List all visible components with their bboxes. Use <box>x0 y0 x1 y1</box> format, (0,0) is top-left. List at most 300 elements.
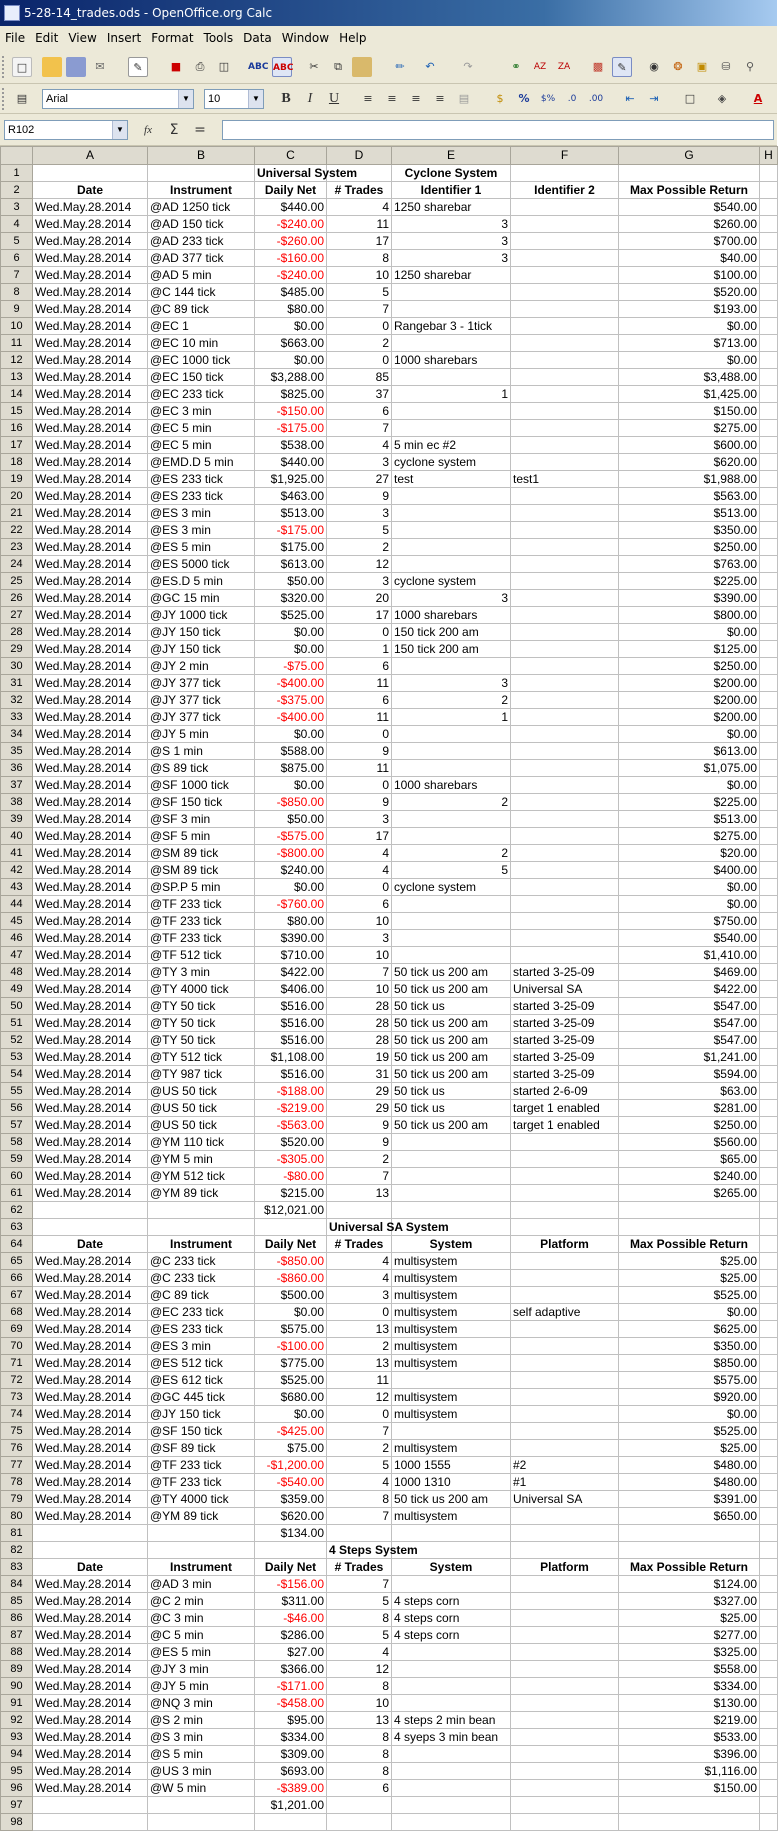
cell[interactable]: 0 <box>327 1406 392 1423</box>
cell[interactable] <box>511 216 619 233</box>
cell[interactable]: $27.00 <box>255 1644 327 1661</box>
cell[interactable]: 5 min ec #2 <box>392 437 511 454</box>
cell[interactable]: 17 <box>327 233 392 250</box>
cell[interactable]: -$800.00 <box>255 845 327 862</box>
font-name-box[interactable] <box>42 89 194 109</box>
cell[interactable]: $65.00 <box>619 1151 760 1168</box>
cell[interactable]: Universal SA <box>511 1491 619 1508</box>
cell[interactable] <box>760 403 778 420</box>
cell[interactable] <box>511 1134 619 1151</box>
cell[interactable]: $0.00 <box>619 777 760 794</box>
cell[interactable]: multisystem <box>392 1355 511 1372</box>
cell[interactable]: 11 <box>327 709 392 726</box>
cell[interactable] <box>760 1066 778 1083</box>
cell[interactable] <box>392 284 511 301</box>
cell[interactable] <box>760 1032 778 1049</box>
cell[interactable]: 7 <box>327 1168 392 1185</box>
cell[interactable] <box>760 318 778 335</box>
cell[interactable]: $469.00 <box>619 964 760 981</box>
cell[interactable]: 4 <box>327 1253 392 1270</box>
row-header[interactable]: 60 <box>1 1168 33 1185</box>
cell[interactable]: $693.00 <box>255 1763 327 1780</box>
cell[interactable]: Wed.May.28.2014 <box>33 1372 148 1389</box>
data-sources-icon[interactable]: ⛁ <box>721 60 731 73</box>
row-header[interactable]: 57 <box>1 1117 33 1134</box>
cell[interactable]: 3 <box>327 1287 392 1304</box>
cell[interactable]: 7 <box>327 1576 392 1593</box>
cell[interactable]: multisystem <box>392 1253 511 1270</box>
cell[interactable]: Wed.May.28.2014 <box>33 743 148 760</box>
cell[interactable]: 11 <box>327 760 392 777</box>
cell[interactable] <box>392 760 511 777</box>
cell[interactable]: $422.00 <box>255 964 327 981</box>
cell[interactable]: $575.00 <box>619 1372 760 1389</box>
cell[interactable]: 17 <box>327 828 392 845</box>
cell[interactable] <box>392 1576 511 1593</box>
row-header[interactable]: 74 <box>1 1406 33 1423</box>
cell[interactable] <box>511 1627 619 1644</box>
cell[interactable]: $150.00 <box>619 403 760 420</box>
cell[interactable]: Wed.May.28.2014 <box>33 199 148 216</box>
navigator-icon[interactable]: ❂ <box>673 60 683 73</box>
cell[interactable]: $1,075.00 <box>619 760 760 777</box>
cell[interactable]: 1 <box>392 386 511 403</box>
cell[interactable]: Cyclone System <box>392 165 511 182</box>
cell[interactable]: 150 tick 200 am <box>392 641 511 658</box>
cell[interactable]: @SF 5 min <box>148 828 255 845</box>
cell[interactable]: Wed.May.28.2014 <box>33 1491 148 1508</box>
cell[interactable]: @GC 445 tick <box>148 1389 255 1406</box>
undo-icon[interactable]: ↶ <box>425 60 435 73</box>
cell[interactable] <box>511 420 619 437</box>
cell[interactable] <box>760 454 778 471</box>
cell[interactable]: Wed.May.28.2014 <box>33 1644 148 1661</box>
cell[interactable]: 10 <box>327 947 392 964</box>
cell[interactable] <box>392 1746 511 1763</box>
cell[interactable]: Wed.May.28.2014 <box>33 794 148 811</box>
cell[interactable]: @SP.P 5 min <box>148 879 255 896</box>
cell[interactable]: Wed.May.28.2014 <box>33 1287 148 1304</box>
cell[interactable]: @EC 233 tick <box>148 1304 255 1321</box>
chevron-down-icon[interactable]: ▼ <box>178 90 193 108</box>
cell[interactable]: -$75.00 <box>255 658 327 675</box>
cell[interactable]: $50.00 <box>255 811 327 828</box>
cell[interactable]: 50 tick us 200 am <box>392 981 511 998</box>
cell[interactable] <box>392 896 511 913</box>
cell[interactable]: @SF 150 tick <box>148 794 255 811</box>
cell[interactable] <box>760 199 778 216</box>
cell[interactable]: $613.00 <box>255 556 327 573</box>
cell[interactable] <box>392 1695 511 1712</box>
cell[interactable]: @TF 233 tick <box>148 1457 255 1474</box>
cell[interactable] <box>760 913 778 930</box>
cell[interactable]: 4 <box>327 862 392 879</box>
cell[interactable] <box>511 1610 619 1627</box>
cell[interactable]: 10 <box>327 981 392 998</box>
row-header[interactable]: 7 <box>1 267 33 284</box>
cell[interactable] <box>511 1372 619 1389</box>
chevron-down-icon[interactable]: ▼ <box>112 121 127 139</box>
cell[interactable]: $0.00 <box>255 352 327 369</box>
align-center-icon[interactable]: ≡ <box>387 92 397 105</box>
cell[interactable]: $277.00 <box>619 1627 760 1644</box>
cell[interactable]: @AD 150 tick <box>148 216 255 233</box>
cell[interactable] <box>760 1423 778 1440</box>
cell[interactable]: $215.00 <box>255 1185 327 1202</box>
row-header[interactable]: 33 <box>1 709 33 726</box>
cell[interactable]: Wed.May.28.2014 <box>33 981 148 998</box>
row-header[interactable]: 80 <box>1 1508 33 1525</box>
cell[interactable]: Universal System <box>255 165 327 182</box>
cell[interactable] <box>392 1372 511 1389</box>
row-header[interactable]: 85 <box>1 1593 33 1610</box>
cell[interactable]: @C 89 tick <box>148 1287 255 1304</box>
currency-icon[interactable]: $ <box>496 92 504 105</box>
cell[interactable]: $613.00 <box>619 743 760 760</box>
cell[interactable] <box>255 1814 327 1831</box>
column-header[interactable]: B <box>148 147 255 165</box>
cell[interactable] <box>760 1406 778 1423</box>
cell[interactable]: @TF 512 tick <box>148 947 255 964</box>
cell[interactable]: Wed.May.28.2014 <box>33 845 148 862</box>
cell[interactable]: 7 <box>327 964 392 981</box>
cell[interactable] <box>511 454 619 471</box>
zoom-icon[interactable]: ⚲ <box>745 60 755 73</box>
cell[interactable]: 1000 sharebars <box>392 777 511 794</box>
cell[interactable]: -$160.00 <box>255 250 327 267</box>
cell[interactable]: Wed.May.28.2014 <box>33 250 148 267</box>
bold-icon[interactable]: B <box>281 91 291 106</box>
cell[interactable]: 3 <box>392 675 511 692</box>
cell[interactable]: Wed.May.28.2014 <box>33 675 148 692</box>
cell[interactable]: 0 <box>327 726 392 743</box>
cell[interactable]: $663.00 <box>255 335 327 352</box>
row-header[interactable]: 12 <box>1 352 33 369</box>
cell[interactable]: $350.00 <box>619 1338 760 1355</box>
cell[interactable] <box>760 1134 778 1151</box>
cell[interactable] <box>392 726 511 743</box>
cell[interactable]: @ES 3 min <box>148 505 255 522</box>
cell[interactable]: test1 <box>511 471 619 488</box>
menu-help[interactable]: Help <box>339 31 367 45</box>
new-document-icon[interactable]: □ <box>12 57 32 77</box>
row-header[interactable]: 88 <box>1 1644 33 1661</box>
cell[interactable]: $825.00 <box>255 386 327 403</box>
cell[interactable]: @YM 512 tick <box>148 1168 255 1185</box>
cell[interactable] <box>511 301 619 318</box>
cell[interactable]: -$389.00 <box>255 1780 327 1797</box>
cell[interactable]: 2 <box>327 539 392 556</box>
standard-format-icon[interactable]: $% <box>540 94 556 104</box>
cell[interactable]: Wed.May.28.2014 <box>33 1338 148 1355</box>
cell[interactable]: Instrument <box>148 182 255 199</box>
font-color-icon[interactable]: A <box>753 92 763 105</box>
cell[interactable]: $286.00 <box>255 1627 327 1644</box>
cell[interactable]: 28 <box>327 998 392 1015</box>
cell[interactable] <box>760 658 778 675</box>
cell[interactable]: $422.00 <box>619 981 760 998</box>
cell[interactable]: 28 <box>327 1015 392 1032</box>
cell[interactable]: Wed.May.28.2014 <box>33 1321 148 1338</box>
cell[interactable] <box>760 811 778 828</box>
cell[interactable]: $1,116.00 <box>619 1763 760 1780</box>
cell[interactable]: 4 <box>327 1474 392 1491</box>
cell[interactable]: @JY 150 tick <box>148 624 255 641</box>
cell[interactable] <box>760 1151 778 1168</box>
cell[interactable]: -$305.00 <box>255 1151 327 1168</box>
cell[interactable]: -$175.00 <box>255 522 327 539</box>
cell[interactable]: @TF 233 tick <box>148 913 255 930</box>
cell[interactable]: $525.00 <box>619 1287 760 1304</box>
cell[interactable] <box>511 1576 619 1593</box>
cell[interactable]: $650.00 <box>619 1508 760 1525</box>
sort-ascending-icon[interactable]: AZ <box>533 62 547 72</box>
cell[interactable]: 1000 sharebars <box>392 607 511 624</box>
cell[interactable] <box>511 777 619 794</box>
cell[interactable] <box>760 1474 778 1491</box>
cell[interactable]: Wed.May.28.2014 <box>33 267 148 284</box>
row-header[interactable]: 29 <box>1 641 33 658</box>
row-header[interactable]: 25 <box>1 573 33 590</box>
row-header[interactable]: 11 <box>1 335 33 352</box>
row-header[interactable]: 50 <box>1 998 33 1015</box>
cell[interactable]: started 3-25-09 <box>511 1032 619 1049</box>
cell[interactable]: $750.00 <box>619 913 760 930</box>
cell[interactable]: started 3-25-09 <box>511 1066 619 1083</box>
row-header[interactable]: 46 <box>1 930 33 947</box>
cell[interactable] <box>511 1406 619 1423</box>
cell[interactable]: $309.00 <box>255 1746 327 1763</box>
cell[interactable]: 0 <box>327 879 392 896</box>
function-icon[interactable]: = <box>194 122 206 138</box>
row-header[interactable]: 27 <box>1 607 33 624</box>
cell[interactable] <box>619 1219 760 1236</box>
cell[interactable] <box>760 267 778 284</box>
cell[interactable]: Wed.May.28.2014 <box>33 352 148 369</box>
cell[interactable] <box>511 1168 619 1185</box>
cell[interactable]: 17 <box>327 607 392 624</box>
cell[interactable]: Wed.May.28.2014 <box>33 1729 148 1746</box>
row-header[interactable]: 45 <box>1 913 33 930</box>
cell[interactable]: $390.00 <box>255 930 327 947</box>
edit-file-icon[interactable]: ✎ <box>128 57 148 77</box>
cell[interactable]: multisystem <box>392 1338 511 1355</box>
cell[interactable]: @S 1 min <box>148 743 255 760</box>
cell[interactable]: Wed.May.28.2014 <box>33 556 148 573</box>
cell[interactable]: Platform <box>511 1236 619 1253</box>
cell[interactable]: 2 <box>392 692 511 709</box>
cell[interactable]: 50 tick us 200 am <box>392 1032 511 1049</box>
cell[interactable]: 9 <box>327 794 392 811</box>
cell[interactable]: 8 <box>327 1678 392 1695</box>
cell[interactable]: 28 <box>327 1032 392 1049</box>
cell[interactable]: 50 tick us 200 am <box>392 1117 511 1134</box>
row-header[interactable]: 82 <box>1 1542 33 1559</box>
row-header[interactable]: 72 <box>1 1372 33 1389</box>
sum-icon[interactable]: Σ <box>169 122 179 138</box>
cell[interactable]: @ES 233 tick <box>148 1321 255 1338</box>
cell[interactable]: Wed.May.28.2014 <box>33 1457 148 1474</box>
cell[interactable]: $620.00 <box>255 1508 327 1525</box>
align-right-icon[interactable]: ≡ <box>411 92 421 105</box>
cell[interactable]: @GC 15 min <box>148 590 255 607</box>
format-paintbrush-icon[interactable]: ✏ <box>395 60 405 73</box>
cell[interactable]: 50 tick us 200 am <box>392 1491 511 1508</box>
cell[interactable] <box>327 1814 392 1831</box>
cell[interactable] <box>760 1253 778 1270</box>
cell[interactable]: @ES 512 tick <box>148 1355 255 1372</box>
cell[interactable] <box>392 743 511 760</box>
cell[interactable] <box>511 403 619 420</box>
cell[interactable] <box>760 505 778 522</box>
cell[interactable]: 19 <box>327 1049 392 1066</box>
cell[interactable]: $275.00 <box>619 420 760 437</box>
row-header[interactable]: 36 <box>1 760 33 777</box>
cell[interactable] <box>760 760 778 777</box>
cell[interactable]: Wed.May.28.2014 <box>33 1253 148 1270</box>
cell[interactable] <box>511 318 619 335</box>
cell[interactable]: multisystem <box>392 1270 511 1287</box>
cell[interactable]: @JY 3 min <box>148 1661 255 1678</box>
cell[interactable] <box>760 386 778 403</box>
cell[interactable] <box>760 675 778 692</box>
cell[interactable]: -$219.00 <box>255 1100 327 1117</box>
row-header[interactable]: 89 <box>1 1661 33 1678</box>
column-header[interactable]: G <box>619 147 760 165</box>
cell[interactable] <box>760 1304 778 1321</box>
redo-icon[interactable]: ↷ <box>463 60 473 73</box>
cell[interactable]: $700.00 <box>619 233 760 250</box>
column-header[interactable]: H <box>760 147 778 165</box>
cell[interactable]: Wed.May.28.2014 <box>33 862 148 879</box>
cell[interactable]: multisystem <box>392 1389 511 1406</box>
cell[interactable]: $588.00 <box>255 743 327 760</box>
row-header[interactable]: 62 <box>1 1202 33 1219</box>
cell[interactable]: $400.00 <box>619 862 760 879</box>
row-header[interactable]: 38 <box>1 794 33 811</box>
cell[interactable]: @YM 89 tick <box>148 1185 255 1202</box>
cell[interactable] <box>392 1168 511 1185</box>
cell[interactable]: Wed.May.28.2014 <box>33 403 148 420</box>
cell[interactable]: $540.00 <box>619 199 760 216</box>
cell[interactable]: $516.00 <box>255 1032 327 1049</box>
cell[interactable]: System <box>392 1236 511 1253</box>
spellcheck-icon[interactable]: ABC <box>248 62 269 72</box>
cell[interactable] <box>760 607 778 624</box>
cell[interactable]: $775.00 <box>255 1355 327 1372</box>
cell[interactable]: -$240.00 <box>255 267 327 284</box>
cell[interactable] <box>760 1627 778 1644</box>
cell[interactable] <box>511 930 619 947</box>
cell[interactable]: Instrument <box>148 1236 255 1253</box>
cell[interactable] <box>760 862 778 879</box>
cell[interactable]: $558.00 <box>619 1661 760 1678</box>
row-header[interactable]: 55 <box>1 1083 33 1100</box>
cell[interactable]: $63.00 <box>619 1083 760 1100</box>
cell[interactable]: Date <box>33 1559 148 1576</box>
font-size-box[interactable] <box>204 89 264 109</box>
background-color-icon[interactable]: ◈ <box>717 92 727 105</box>
cell[interactable]: Wed.May.28.2014 <box>33 964 148 981</box>
cell[interactable]: $513.00 <box>619 811 760 828</box>
cell[interactable]: Universal SA <box>511 981 619 998</box>
cell[interactable] <box>760 1525 778 1542</box>
cell[interactable]: $134.00 <box>255 1525 327 1542</box>
cell[interactable]: -$540.00 <box>255 1474 327 1491</box>
cell[interactable] <box>760 1797 778 1814</box>
cell[interactable]: 0 <box>327 1304 392 1321</box>
sort-descending-icon[interactable]: ZA <box>557 62 571 72</box>
draw-functions-icon[interactable]: ✎ <box>612 57 632 77</box>
row-header[interactable]: 10 <box>1 318 33 335</box>
cell[interactable]: Wed.May.28.2014 <box>33 437 148 454</box>
select-all-corner[interactable] <box>1 147 33 165</box>
cell[interactable] <box>511 1151 619 1168</box>
row-header[interactable]: 79 <box>1 1491 33 1508</box>
row-header[interactable]: 1 <box>1 165 33 182</box>
justify-icon[interactable]: ≡ <box>435 92 445 105</box>
cell[interactable] <box>760 964 778 981</box>
cell[interactable]: $25.00 <box>619 1270 760 1287</box>
cell[interactable]: $12,021.00 <box>255 1202 327 1219</box>
menu-tools[interactable]: Tools <box>203 31 234 45</box>
decrease-indent-icon[interactable]: ⇤ <box>625 92 635 105</box>
cell[interactable]: 3 <box>327 811 392 828</box>
cell[interactable]: Wed.May.28.2014 <box>33 1678 148 1695</box>
chart-icon[interactable]: ▩ <box>592 60 604 73</box>
cell[interactable] <box>760 1372 778 1389</box>
cell[interactable]: $525.00 <box>619 1423 760 1440</box>
row-header[interactable]: 44 <box>1 896 33 913</box>
cell[interactable] <box>392 539 511 556</box>
cell[interactable]: 10 <box>327 1695 392 1712</box>
cell[interactable]: Wed.May.28.2014 <box>33 301 148 318</box>
cell[interactable]: @JY 150 tick <box>148 1406 255 1423</box>
cell[interactable] <box>511 369 619 386</box>
cell[interactable] <box>511 1440 619 1457</box>
cell[interactable] <box>760 624 778 641</box>
cell[interactable]: #1 <box>511 1474 619 1491</box>
cell[interactable] <box>760 1270 778 1287</box>
cell[interactable] <box>511 590 619 607</box>
cell[interactable]: Wed.May.28.2014 <box>33 930 148 947</box>
cell[interactable]: Wed.May.28.2014 <box>33 1015 148 1032</box>
spreadsheet-grid[interactable] <box>0 146 777 1833</box>
cell[interactable]: @C 5 min <box>148 1627 255 1644</box>
cell[interactable]: 3 <box>327 505 392 522</box>
menu-window[interactable]: Window <box>281 31 330 45</box>
cell[interactable]: cyclone system <box>392 879 511 896</box>
row-header[interactable]: 73 <box>1 1389 33 1406</box>
cell[interactable]: 4 Steps System <box>327 1542 392 1559</box>
cell[interactable] <box>392 1151 511 1168</box>
cell[interactable] <box>760 1015 778 1032</box>
cell[interactable] <box>760 590 778 607</box>
chevron-down-icon[interactable]: ▼ <box>248 90 263 108</box>
cell[interactable]: @AD 233 tick <box>148 233 255 250</box>
cell[interactable]: Wed.May.28.2014 <box>33 692 148 709</box>
hyperlink-icon[interactable]: ⚭ <box>511 60 521 73</box>
cell[interactable]: 3 <box>392 590 511 607</box>
cell[interactable]: Wed.May.28.2014 <box>33 777 148 794</box>
cell[interactable] <box>327 1525 392 1542</box>
cell[interactable]: 13 <box>327 1185 392 1202</box>
cell[interactable] <box>760 896 778 913</box>
cell[interactable]: $850.00 <box>619 1355 760 1372</box>
row-header[interactable]: 24 <box>1 556 33 573</box>
cell[interactable]: $547.00 <box>619 1032 760 1049</box>
cell[interactable]: @EC 10 min <box>148 335 255 352</box>
